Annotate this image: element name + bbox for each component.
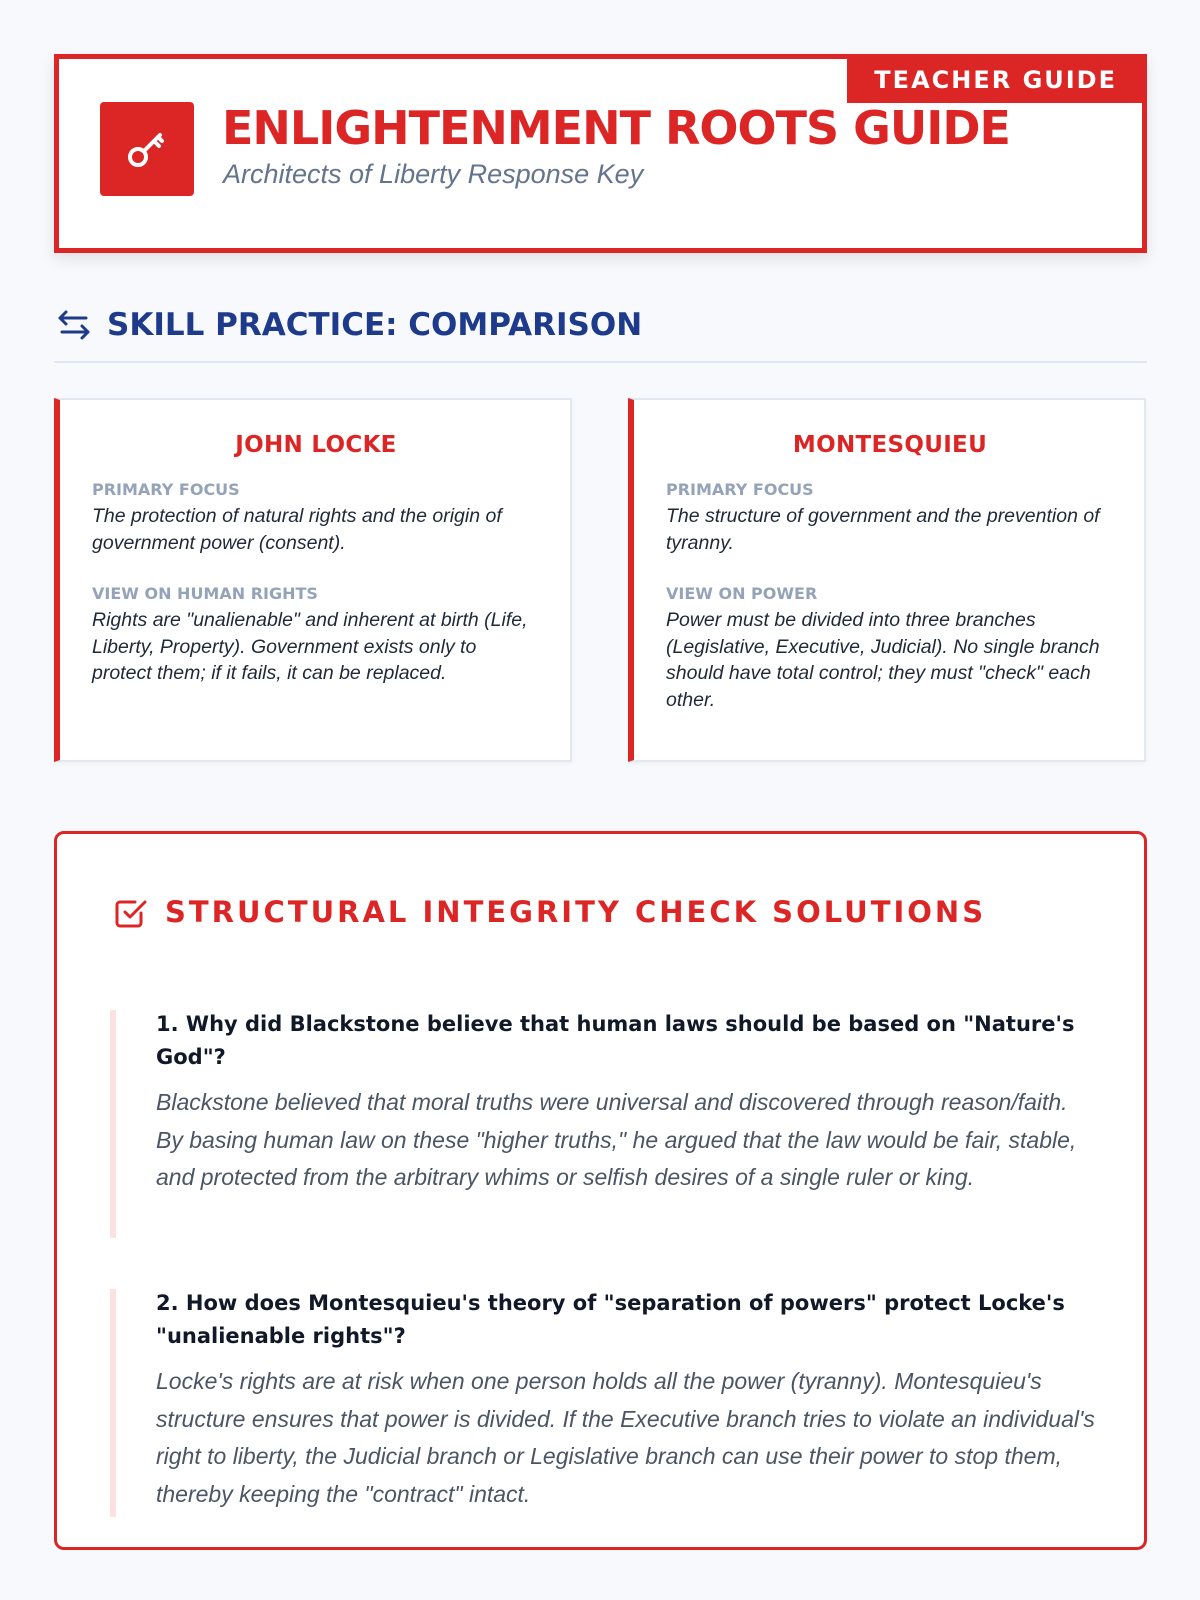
page-title: ENLIGHTENMENT ROOTS GUIDE	[222, 101, 1010, 155]
key-icon	[122, 124, 172, 174]
page-subtitle: Architects of Liberty Response Key	[223, 159, 644, 189]
section-title: SKILL PRACTICE: COMPARISON	[107, 307, 643, 343]
field-label: PRIMARY FOCUS	[666, 480, 814, 499]
field-label: VIEW ON POWER	[666, 584, 818, 603]
logo	[100, 102, 194, 196]
solution-answer: Blackstone believed that moral truths were universal and discovered through reason/faith. By basing human law on these "higher truths," he argued that the law would be fair, stable, and protected from the arbitrary whims or selfish desires of a single ruler or king.	[156, 1089, 1077, 1190]
card-title: JOHN LOCKE	[235, 432, 397, 458]
solution-item	[110, 1010, 1095, 1238]
section-heading	[54, 307, 1147, 363]
field-text: The structure of government and the prevention of tyranny.	[666, 505, 1100, 554]
comparison-card-montesquieu	[628, 398, 1146, 762]
field-label: PRIMARY FOCUS	[92, 480, 240, 499]
field-text: The protection of natural rights and the origin of government power (consent).	[92, 505, 502, 554]
page	[54, 54, 1147, 1507]
card-title: MONTESQUIEU	[792, 432, 988, 458]
field-text: Rights are "unalienable" and inherent at birth (Life, Liberty, Property). Government exists only to protect them; if it fails, it can be replaced.	[92, 609, 528, 684]
solutions-panel	[54, 831, 1147, 1550]
header-banner	[54, 54, 1147, 253]
teacher-guide-badge: TEACHER GUIDE	[847, 54, 1147, 103]
solution-item	[110, 1289, 1095, 1517]
arrows-exchange-icon	[56, 307, 92, 343]
field-label: VIEW ON HUMAN RIGHTS	[92, 584, 318, 603]
field-text: Power must be divided into three branches (Legislative, Executive, Judicial). No single branch should have total control; they must "check" each other.	[666, 609, 1100, 711]
comparison-card-locke	[54, 398, 572, 762]
solution-answer: Locke's rights are at risk when one person holds all the power (tyranny). Montesquieu's structure ensures that power is divided. If the Executive branch tries to violate an individual's right to liberty, the Judicial branch or Legislative branch can use their power to stop them, thereby keeping the "contract" intact.	[156, 1368, 1095, 1507]
solutions-title: STRUCTURAL INTEGRITY CHECK SOLUTIONS	[165, 895, 987, 929]
solution-question: 2. How does Montesquieu's theory of "separation of powers" protect Locke's "unalienable rights"?	[156, 1291, 1065, 1348]
solution-question: 1. Why did Blackstone believe that human laws should be based on "Nature's God"?	[156, 1012, 1075, 1069]
checkbox-icon	[113, 895, 149, 931]
